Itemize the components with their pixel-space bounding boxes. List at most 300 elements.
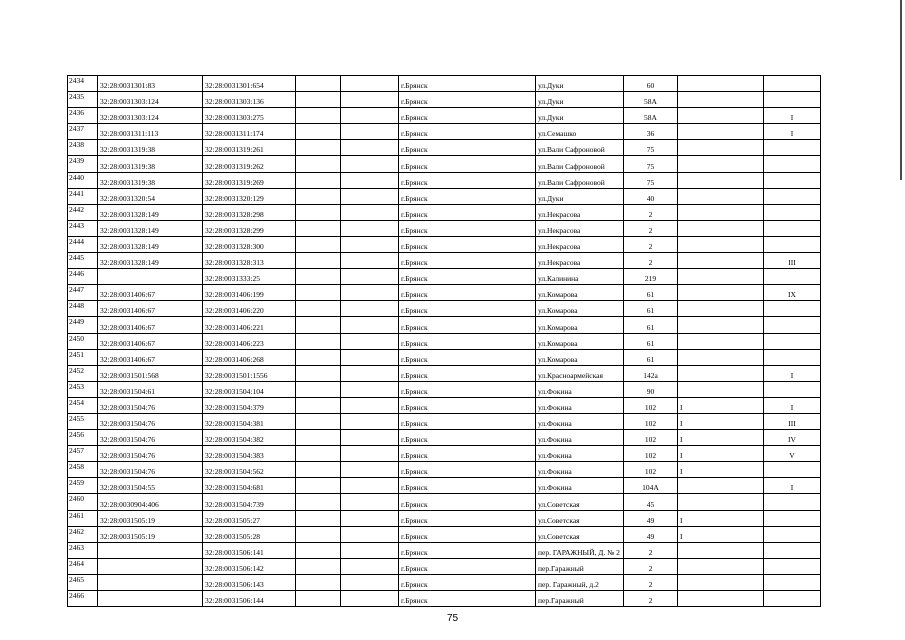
land-cadastral-number: 32:28:0030904:406: [98, 494, 203, 510]
premises-cell: [764, 269, 821, 285]
object-cadastral-number: 32:28:0031406:221: [203, 317, 296, 333]
table-row: [68, 413, 821, 429]
object-cadastral-number: 32:28:0031406:199: [203, 285, 296, 301]
land-cadastral-number: 32:28:0031504:61: [98, 381, 203, 397]
empty-cell: [341, 558, 399, 574]
city-cell: г.Брянск: [399, 397, 536, 413]
row-number: 2443: [68, 220, 98, 236]
premises-cell: [764, 156, 821, 172]
empty-cell: [341, 494, 399, 510]
table-row: [68, 591, 821, 607]
house-number-cell: 61: [624, 333, 678, 349]
city-cell: г.Брянск: [399, 269, 536, 285]
land-cadastral-number: 32:28:0031406:67: [98, 349, 203, 365]
empty-cell: [341, 124, 399, 140]
premises-cell: I: [764, 397, 821, 413]
premises-cell: [764, 558, 821, 574]
empty-cell: [296, 172, 341, 188]
row-number: 2441: [68, 188, 98, 204]
empty-cell: [341, 478, 399, 494]
table-row: [68, 188, 821, 204]
premises-cell: [764, 172, 821, 188]
house-number-cell: 49: [624, 526, 678, 542]
empty-cell: [296, 574, 341, 590]
object-cadastral-number: 32:28:0031303:136: [203, 92, 296, 108]
empty-cell: [341, 172, 399, 188]
house-number-cell: 49: [624, 510, 678, 526]
empty-cell: [296, 108, 341, 124]
empty-cell: [296, 188, 341, 204]
land-cadastral-number: 32:28:0031303:124: [98, 92, 203, 108]
house-number-cell: 61: [624, 349, 678, 365]
empty-cell: [296, 526, 341, 542]
empty-cell: [296, 220, 341, 236]
premises-cell: [764, 542, 821, 558]
city-cell: г.Брянск: [399, 236, 536, 252]
table-row: [68, 397, 821, 413]
street-cell: ул.Фокина: [536, 381, 624, 397]
street-cell: пер. Гаражный, д.2: [536, 574, 624, 590]
table-row: [68, 301, 821, 317]
table-row: [68, 542, 821, 558]
row-number: 2460: [68, 494, 98, 510]
city-cell: г.Брянск: [399, 76, 536, 92]
table-row: [68, 236, 821, 252]
building-cell: [678, 542, 764, 558]
city-cell: г.Брянск: [399, 446, 536, 462]
premises-cell: IX: [764, 285, 821, 301]
object-cadastral-number: 32:28:0031504:104: [203, 381, 296, 397]
row-number: 2464: [68, 558, 98, 574]
empty-cell: [296, 140, 341, 156]
building-cell: [678, 220, 764, 236]
city-cell: г.Брянск: [399, 510, 536, 526]
land-cadastral-number: 32:28:0031504:76: [98, 413, 203, 429]
premises-cell: [764, 301, 821, 317]
object-cadastral-number: 32:28:0031504:562: [203, 462, 296, 478]
city-cell: г.Брянск: [399, 156, 536, 172]
row-number: 2454: [68, 397, 98, 413]
street-cell: ул.Советская: [536, 494, 624, 510]
premises-cell: III: [764, 253, 821, 269]
premises-cell: IV: [764, 430, 821, 446]
street-cell: ул.Комарова: [536, 301, 624, 317]
city-cell: г.Брянск: [399, 301, 536, 317]
table-row: [68, 76, 821, 92]
object-cadastral-number: 32:28:0031504:379: [203, 397, 296, 413]
house-number-cell: 2: [624, 542, 678, 558]
street-cell: ул.Фокина: [536, 430, 624, 446]
street-cell: ул.Вали Сафроновой: [536, 172, 624, 188]
house-number-cell: 75: [624, 140, 678, 156]
row-number: 2459: [68, 478, 98, 494]
land-cadastral-number: 32:28:0031406:67: [98, 285, 203, 301]
row-number: 2456: [68, 430, 98, 446]
table-row: [68, 558, 821, 574]
empty-cell: [341, 349, 399, 365]
street-cell: ул.Дуки: [536, 92, 624, 108]
empty-cell: [341, 220, 399, 236]
street-cell: ул.Дуки: [536, 108, 624, 124]
property-registry-table: [67, 75, 821, 607]
empty-cell: [341, 188, 399, 204]
empty-cell: [296, 591, 341, 607]
house-number-cell: 61: [624, 285, 678, 301]
object-cadastral-number: 32:28:0031504:739: [203, 494, 296, 510]
building-cell: [678, 285, 764, 301]
object-cadastral-number: 32:28:0031333:25: [203, 269, 296, 285]
row-number: 2451: [68, 349, 98, 365]
house-number-cell: 2: [624, 574, 678, 590]
object-cadastral-number: 32:28:0031328:298: [203, 204, 296, 220]
house-number-cell: 2: [624, 591, 678, 607]
house-number-cell: 40: [624, 188, 678, 204]
house-number-cell: 102: [624, 430, 678, 446]
empty-cell: [296, 430, 341, 446]
house-number-cell: 58А: [624, 108, 678, 124]
empty-cell: [341, 591, 399, 607]
object-cadastral-number: 32:28:0031303:275: [203, 108, 296, 124]
row-number: 2462: [68, 526, 98, 542]
street-cell: пер.Гаражный: [536, 558, 624, 574]
empty-cell: [341, 285, 399, 301]
table-row: [68, 220, 821, 236]
table-row: [68, 253, 821, 269]
street-cell: ул.Дуки: [536, 76, 624, 92]
table-row: [68, 574, 821, 590]
object-cadastral-number: 32:28:0031406:268: [203, 349, 296, 365]
empty-cell: [341, 430, 399, 446]
empty-cell: [296, 413, 341, 429]
building-cell: [678, 269, 764, 285]
building-cell: [678, 236, 764, 252]
building-cell: I: [678, 413, 764, 429]
empty-cell: [296, 124, 341, 140]
land-cadastral-number: 32:28:0031301:83: [98, 76, 203, 92]
land-cadastral-number: [98, 542, 203, 558]
house-number-cell: 102: [624, 397, 678, 413]
row-number: 2442: [68, 204, 98, 220]
land-cadastral-number: 32:28:0031406:67: [98, 317, 203, 333]
street-cell: ул.Фокина: [536, 397, 624, 413]
land-cadastral-number: 32:28:0031505:19: [98, 510, 203, 526]
house-number-cell: 36: [624, 124, 678, 140]
land-cadastral-number: 32:28:0031504:76: [98, 430, 203, 446]
building-cell: [678, 92, 764, 108]
city-cell: г.Брянск: [399, 188, 536, 204]
empty-cell: [296, 494, 341, 510]
land-cadastral-number: [98, 591, 203, 607]
table-row: [68, 526, 821, 542]
table-row: [68, 269, 821, 285]
table-row: [68, 462, 821, 478]
empty-cell: [296, 381, 341, 397]
object-cadastral-number: 32:28:0031506:144: [203, 591, 296, 607]
street-cell: ул.Комарова: [536, 317, 624, 333]
object-cadastral-number: 32:28:0031406:223: [203, 333, 296, 349]
row-number: 2436: [68, 108, 98, 124]
building-cell: I: [678, 526, 764, 542]
building-cell: [678, 349, 764, 365]
city-cell: г.Брянск: [399, 124, 536, 140]
building-cell: [678, 124, 764, 140]
empty-cell: [296, 301, 341, 317]
premises-cell: I: [764, 478, 821, 494]
empty-cell: [341, 108, 399, 124]
premises-cell: I: [764, 124, 821, 140]
land-cadastral-number: 32:28:0031406:67: [98, 333, 203, 349]
land-cadastral-number: 32:28:0031328:149: [98, 204, 203, 220]
premises-cell: [764, 381, 821, 397]
street-cell: ул.Комарова: [536, 285, 624, 301]
street-cell: ул.Красноармейская: [536, 365, 624, 381]
premises-cell: III: [764, 413, 821, 429]
street-cell: ул.Семашко: [536, 124, 624, 140]
land-cadastral-number: 32:28:0031319:38: [98, 156, 203, 172]
empty-cell: [296, 92, 341, 108]
object-cadastral-number: 32:28:0031301:654: [203, 76, 296, 92]
street-cell: ул.Советская: [536, 510, 624, 526]
object-cadastral-number: 32:28:0031311:174: [203, 124, 296, 140]
row-number: 2439: [68, 156, 98, 172]
object-cadastral-number: 32:28:0031505:27: [203, 510, 296, 526]
empty-cell: [341, 317, 399, 333]
object-cadastral-number: 32:28:0031320:129: [203, 188, 296, 204]
row-number: 2463: [68, 542, 98, 558]
page-number: 75: [446, 613, 459, 624]
object-cadastral-number: 32:28:0031506:141: [203, 542, 296, 558]
row-number: 2457: [68, 446, 98, 462]
row-number: 2461: [68, 510, 98, 526]
street-cell: ул.Комарова: [536, 333, 624, 349]
land-cadastral-number: 32:28:0031501:568: [98, 365, 203, 381]
row-number: 2446: [68, 269, 98, 285]
empty-cell: [296, 204, 341, 220]
land-cadastral-number: 32:28:0031505:19: [98, 526, 203, 542]
empty-cell: [296, 446, 341, 462]
premises-cell: [764, 204, 821, 220]
building-cell: [678, 301, 764, 317]
empty-cell: [296, 397, 341, 413]
row-number: 2449: [68, 317, 98, 333]
street-cell: ул.Фокина: [536, 446, 624, 462]
empty-cell: [341, 510, 399, 526]
city-cell: г.Брянск: [399, 542, 536, 558]
house-number-cell: 2: [624, 558, 678, 574]
building-cell: [678, 591, 764, 607]
table-row: [68, 285, 821, 301]
city-cell: г.Брянск: [399, 108, 536, 124]
table-row: [68, 333, 821, 349]
empty-cell: [296, 510, 341, 526]
table-row: [68, 381, 821, 397]
premises-cell: [764, 574, 821, 590]
empty-cell: [341, 333, 399, 349]
land-cadastral-number: 32:28:0031328:149: [98, 220, 203, 236]
land-cadastral-number: [98, 269, 203, 285]
table-row: [68, 204, 821, 220]
building-cell: [678, 253, 764, 269]
object-cadastral-number: 32:28:0031328:313: [203, 253, 296, 269]
house-number-cell: 60: [624, 76, 678, 92]
city-cell: г.Брянск: [399, 349, 536, 365]
table-row: [68, 446, 821, 462]
house-number-cell: 75: [624, 172, 678, 188]
row-number: 2440: [68, 172, 98, 188]
city-cell: г.Брянск: [399, 253, 536, 269]
table-row: [68, 156, 821, 172]
empty-cell: [296, 462, 341, 478]
premises-cell: [764, 494, 821, 510]
empty-cell: [341, 397, 399, 413]
row-number: 2438: [68, 140, 98, 156]
street-cell: ул.Калинина: [536, 269, 624, 285]
empty-cell: [341, 204, 399, 220]
land-cadastral-number: 32:28:0031406:67: [98, 301, 203, 317]
house-number-cell: 2: [624, 253, 678, 269]
house-number-cell: 2: [624, 204, 678, 220]
table-row: [68, 478, 821, 494]
empty-cell: [341, 236, 399, 252]
empty-cell: [296, 558, 341, 574]
empty-cell: [341, 446, 399, 462]
house-number-cell: 61: [624, 301, 678, 317]
empty-cell: [341, 76, 399, 92]
empty-cell: [296, 478, 341, 494]
row-number: 2466: [68, 591, 98, 607]
house-number-cell: 61: [624, 317, 678, 333]
empty-cell: [341, 253, 399, 269]
building-cell: [678, 172, 764, 188]
building-cell: I: [678, 430, 764, 446]
empty-cell: [296, 76, 341, 92]
city-cell: г.Брянск: [399, 413, 536, 429]
house-number-cell: 102: [624, 462, 678, 478]
street-cell: ул.Некрасова: [536, 220, 624, 236]
empty-cell: [341, 156, 399, 172]
premises-cell: [764, 526, 821, 542]
empty-cell: [296, 253, 341, 269]
city-cell: г.Брянск: [399, 204, 536, 220]
street-cell: ул.Вали Сафроновой: [536, 140, 624, 156]
land-cadastral-number: 32:28:0031319:38: [98, 140, 203, 156]
building-cell: [678, 204, 764, 220]
object-cadastral-number: 32:28:0031328:300: [203, 236, 296, 252]
empty-cell: [341, 542, 399, 558]
street-cell: ул.Комарова: [536, 349, 624, 365]
building-cell: [678, 108, 764, 124]
premises-cell: [764, 92, 821, 108]
house-number-cell: 219: [624, 269, 678, 285]
object-cadastral-number: 32:28:0031328:299: [203, 220, 296, 236]
registry-body: [68, 76, 821, 607]
empty-cell: [341, 301, 399, 317]
premises-cell: [764, 188, 821, 204]
city-cell: г.Брянск: [399, 333, 536, 349]
building-cell: [678, 156, 764, 172]
city-cell: г.Брянск: [399, 172, 536, 188]
table-row: [68, 430, 821, 446]
empty-cell: [341, 92, 399, 108]
city-cell: г.Брянск: [399, 285, 536, 301]
empty-cell: [341, 413, 399, 429]
land-cadastral-number: 32:28:0031504:76: [98, 397, 203, 413]
row-number: 2445: [68, 253, 98, 269]
street-cell: пер. ГАРАЖНЫЙ, Д. № 2: [536, 542, 624, 558]
premises-cell: I: [764, 365, 821, 381]
empty-cell: [296, 269, 341, 285]
object-cadastral-number: 32:28:0031406:220: [203, 301, 296, 317]
object-cadastral-number: 32:28:0031506:142: [203, 558, 296, 574]
city-cell: г.Брянск: [399, 478, 536, 494]
house-number-cell: 102: [624, 446, 678, 462]
city-cell: г.Брянск: [399, 494, 536, 510]
row-number: 2455: [68, 413, 98, 429]
premises-cell: [764, 591, 821, 607]
object-cadastral-number: 32:28:0031504:681: [203, 478, 296, 494]
building-cell: [678, 365, 764, 381]
object-cadastral-number: 32:28:0031504:382: [203, 430, 296, 446]
city-cell: г.Брянск: [399, 92, 536, 108]
building-cell: [678, 333, 764, 349]
city-cell: г.Брянск: [399, 574, 536, 590]
premises-cell: [764, 462, 821, 478]
city-cell: г.Брянск: [399, 591, 536, 607]
table-row: [68, 124, 821, 140]
row-number: 2450: [68, 333, 98, 349]
city-cell: г.Брянск: [399, 140, 536, 156]
row-number: 2465: [68, 574, 98, 590]
empty-cell: [296, 333, 341, 349]
land-cadastral-number: 32:28:0031504:55: [98, 478, 203, 494]
row-number: 2452: [68, 365, 98, 381]
house-number-cell: 104А: [624, 478, 678, 494]
scan-edge-mark: [900, 0, 902, 180]
city-cell: г.Брянск: [399, 317, 536, 333]
premises-cell: [764, 349, 821, 365]
house-number-cell: 75: [624, 156, 678, 172]
street-cell: ул.Некрасова: [536, 253, 624, 269]
building-cell: [678, 140, 764, 156]
building-cell: [678, 188, 764, 204]
premises-cell: [764, 333, 821, 349]
land-cadastral-number: 32:28:0031328:149: [98, 253, 203, 269]
house-number-cell: 58А: [624, 92, 678, 108]
house-number-cell: 90: [624, 381, 678, 397]
city-cell: г.Брянск: [399, 462, 536, 478]
table-row: [68, 349, 821, 365]
city-cell: г.Брянск: [399, 365, 536, 381]
land-cadastral-number: 32:28:0031504:76: [98, 446, 203, 462]
object-cadastral-number: 32:28:0031506:143: [203, 574, 296, 590]
table-row: [68, 92, 821, 108]
row-number: 2434: [68, 76, 98, 92]
street-cell: ул.Фокина: [536, 462, 624, 478]
street-cell: ул.Вали Сафроновой: [536, 156, 624, 172]
row-number: 2448: [68, 301, 98, 317]
house-number-cell: 102: [624, 413, 678, 429]
object-cadastral-number: 32:28:0031501:1556: [203, 365, 296, 381]
empty-cell: [296, 317, 341, 333]
street-cell: ул.Некрасова: [536, 236, 624, 252]
premises-cell: [764, 140, 821, 156]
street-cell: ул.Фокина: [536, 478, 624, 494]
table-row: [68, 108, 821, 124]
object-cadastral-number: 32:28:0031504:383: [203, 446, 296, 462]
empty-cell: [296, 156, 341, 172]
building-cell: I: [678, 510, 764, 526]
premises-cell: V: [764, 446, 821, 462]
